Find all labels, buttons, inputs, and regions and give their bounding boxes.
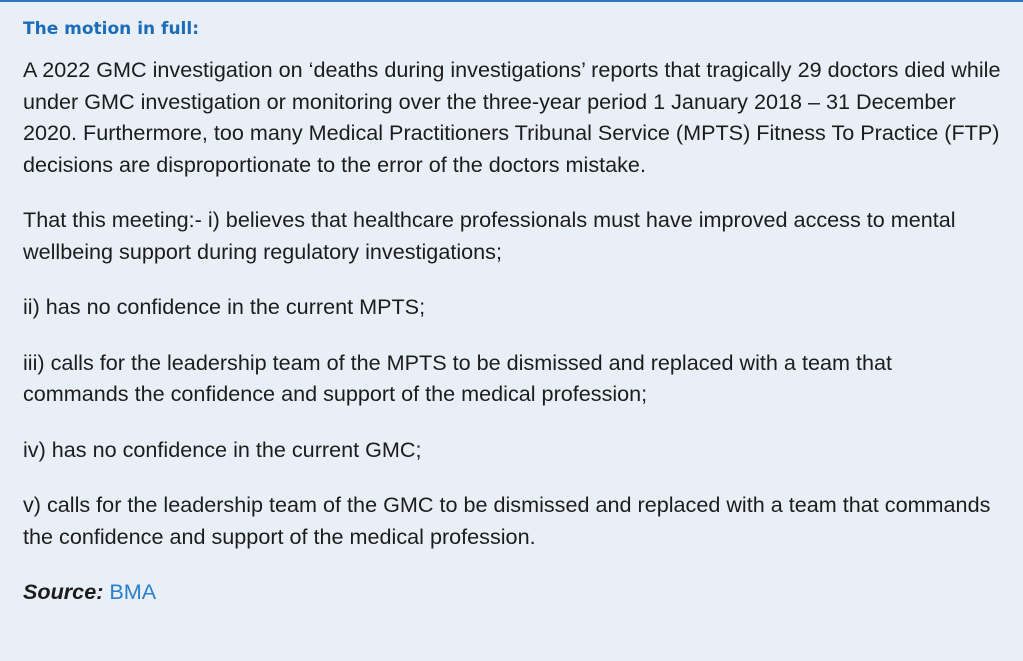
source-label: Source: (23, 579, 104, 604)
source-link[interactable]: BMA (109, 579, 157, 604)
motion-paragraph-intro: A 2022 GMC investigation on ‘deaths during investigations’ reports that tragically 29 doctors died while under GMC investigation or monitoring over the three-year period 1 January 2018 – 31 December 2020. Furthermore, too many Medical Practitioners Tribunal Service (MPTS) Fitness To Practice (FTP) decisions are disproportionate to the error of the doctors mistake. (23, 57, 1001, 177)
motion-paragraph-point-3: iii) calls for the leadership team of the MPTS to be dismissed and replaced with a team that commands the confidence and support of the medical profession; (23, 349, 892, 406)
motion-paragraph-point-4: iv) has no confidence in the current GMC; (23, 436, 422, 462)
source-line (23, 576, 1001, 608)
motion-paragraph-point-2: ii) has no confidence in the current MPTS; (23, 294, 426, 319)
motion-paragraph-point-1: That this meeting:- i) believes that healthcare professionals must have improved access to mental wellbeing support during regulatory investigations; (23, 207, 956, 264)
motion-paragraph-point-5: v) calls for the leadership team of the GMC to be dismissed and replaced with a team that commands the confidence and support of the medical profession. (23, 492, 991, 549)
motion-heading: The motion in full: (23, 19, 199, 39)
